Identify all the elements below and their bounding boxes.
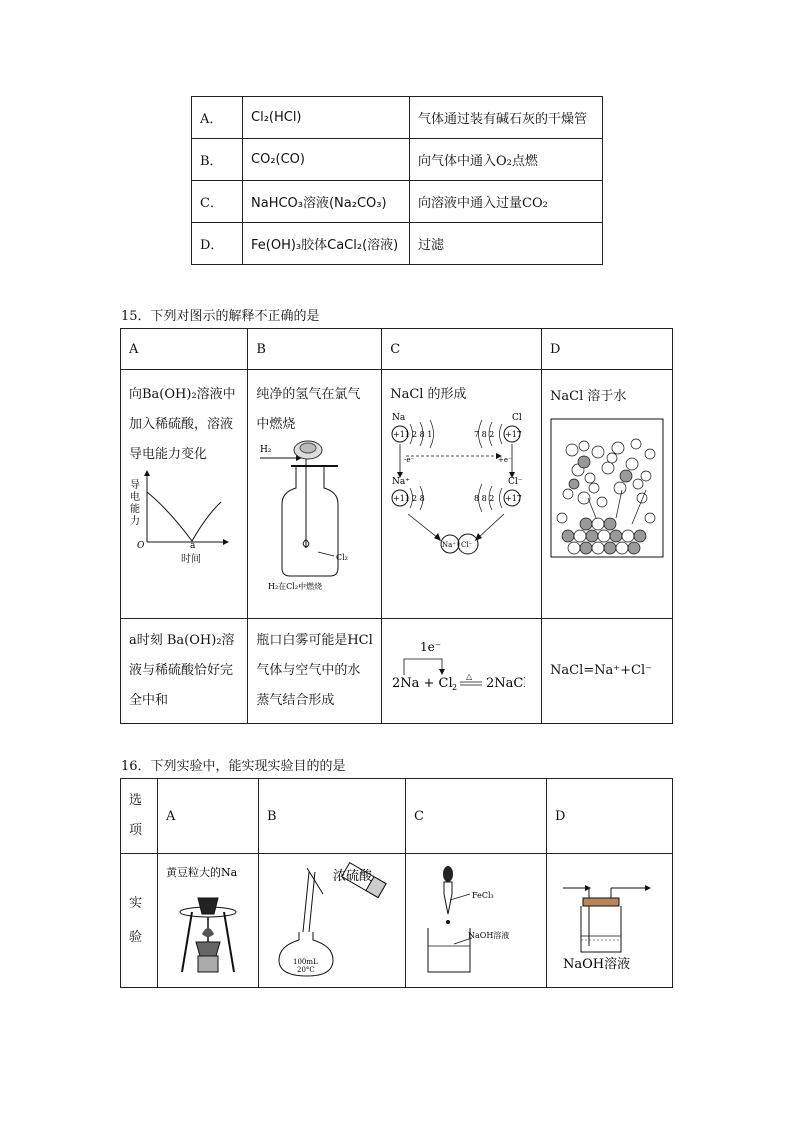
na-atom-label: Na	[392, 413, 406, 423]
header-a: A	[121, 329, 248, 370]
table-row	[192, 181, 603, 223]
b-caption: H₂在Cl₂中燃烧	[268, 582, 323, 590]
cl-atom-label: Cl	[512, 413, 522, 423]
h2-cl2-apparatus	[256, 440, 356, 590]
a-description: 向Ba(OH)₂溶液中加入稀硫酸，溶液导电能力变化	[129, 387, 236, 462]
b-explanation: 瓶口白雾可能是HCl 气体与空气中的水蒸气结合形成	[248, 619, 382, 724]
row-label: D．	[192, 223, 243, 265]
d-label: NaOH溶液	[563, 956, 631, 972]
table-row	[192, 97, 603, 139]
method-cell: 过滤	[410, 223, 603, 265]
cell-a-apparatus	[158, 854, 259, 988]
a-label: 黄豆粒大的Na	[166, 865, 238, 879]
svg-text:8 8 2: 8 8 2	[474, 494, 495, 503]
row-label-experiment: 实验	[121, 854, 158, 988]
ylabel-1: 导	[130, 480, 140, 491]
q15-table	[120, 328, 673, 724]
nacl-dissolving-diagram	[550, 418, 664, 558]
equation-sub: 2	[452, 683, 458, 692]
c-explanation	[382, 619, 542, 724]
x-mark-a: a	[190, 541, 196, 550]
header-a: A	[158, 779, 259, 854]
svg-text:电: 电	[130, 492, 140, 503]
svg-text:力: 力	[130, 516, 140, 527]
header-b: B	[248, 329, 382, 370]
cell-c-figure	[382, 370, 542, 619]
svg-text:+e⁻: +e⁻	[498, 456, 512, 464]
c-bottom-label: NaOH溶液	[468, 930, 510, 940]
equation-right: 2NaCl	[486, 676, 526, 691]
substance-cell: CO₂(CO)	[243, 139, 410, 181]
row-label: C．	[192, 181, 243, 223]
c-description: NaCl 的形成	[390, 387, 467, 402]
table-row	[121, 619, 673, 724]
question-16-title: 16．下列实验中，能实现实验目的的是	[121, 759, 346, 774]
c-top-label: FeCl₃	[472, 890, 494, 900]
row-label: A．	[192, 97, 243, 139]
q14-table	[191, 96, 603, 265]
cell-c-apparatus	[406, 854, 547, 988]
q16-table	[120, 778, 673, 988]
substance-cell: NaHCO₃溶液(Na₂CO₃)	[243, 181, 410, 223]
equation-left: 2Na + Cl	[392, 676, 453, 691]
header-b: B	[259, 779, 406, 854]
table-row	[121, 329, 673, 370]
svg-text:+11: +11	[393, 430, 411, 439]
svg-text:+17: +17	[505, 430, 523, 439]
svg-text:Cl⁻: Cl⁻	[461, 541, 473, 549]
dropper-apparatus	[414, 860, 524, 978]
cell-d-figure	[542, 370, 673, 619]
cell-b-apparatus	[259, 854, 406, 988]
cl2-label: Cl₂	[336, 553, 349, 562]
table-row	[121, 370, 673, 619]
table-row	[192, 223, 603, 265]
method-cell: 向气体中通入O₂点燃	[410, 139, 603, 181]
svg-text:-e⁻: -e⁻	[404, 456, 415, 464]
svg-text:Na⁺: Na⁺	[442, 541, 457, 549]
table-row	[192, 139, 603, 181]
electron-transfer-equation	[390, 637, 525, 693]
cl-ion-label: Cl⁻	[508, 477, 523, 487]
header-d: D	[542, 329, 673, 370]
header-c: C	[406, 779, 547, 854]
d-explanation: NaCl=Na⁺+Cl⁻	[542, 619, 673, 724]
na-ion-label: Na⁺	[392, 477, 411, 487]
table-row	[121, 854, 673, 988]
b-description: 纯净的氢气在氯气中燃烧	[256, 387, 361, 432]
dilution-apparatus	[267, 860, 387, 978]
conductivity-graph	[129, 470, 229, 550]
svg-text:+11: +11	[393, 494, 411, 503]
origin-label: O	[137, 541, 145, 550]
svg-text:+17: +17	[505, 494, 523, 503]
flask-temp: 20°C	[297, 965, 315, 974]
nacl-formation-diagram	[390, 410, 530, 560]
substance-cell: Cl₂(HCl)	[243, 97, 410, 139]
question-15-title: 15．下列对图示的解释不正确的是	[121, 309, 320, 324]
gas-washing-bottle	[555, 860, 659, 978]
svg-text:2 8: 2 8	[412, 494, 425, 503]
svg-text:7 8 2: 7 8 2	[474, 430, 495, 439]
row-label: B．	[192, 139, 243, 181]
header-d: D	[547, 779, 673, 854]
header-option-label: 选项	[121, 779, 158, 854]
electron-label: 1e⁻	[420, 640, 442, 654]
cell-d-apparatus	[547, 854, 673, 988]
flask-volume: 100mL	[293, 957, 318, 966]
cell-b-figure	[248, 370, 382, 619]
d-description: NaCl 溶于水	[550, 389, 627, 404]
svg-text:能: 能	[130, 504, 140, 515]
substance-cell: Fe(OH)₃胶体CaCl₂(溶液)	[243, 223, 410, 265]
method-cell: 气体通过装有碱石灰的干燥管	[410, 97, 603, 139]
cell-a-figure	[121, 370, 248, 619]
table-row	[121, 779, 673, 854]
h2-label: H₂	[260, 445, 272, 455]
sodium-heating-apparatus	[162, 860, 254, 978]
method-cell: 向溶液中通入过量CO₂	[410, 181, 603, 223]
b-label: 浓硫酸	[333, 868, 373, 884]
svg-text:2 8 1: 2 8 1	[412, 430, 433, 439]
heat-symbol: △	[466, 672, 473, 681]
x-axis-label: 时间	[181, 554, 201, 565]
header-c: C	[382, 329, 542, 370]
a-explanation: a时刻 Ba(OH)₂溶液与稀硫酸恰好完全中和	[121, 619, 248, 724]
